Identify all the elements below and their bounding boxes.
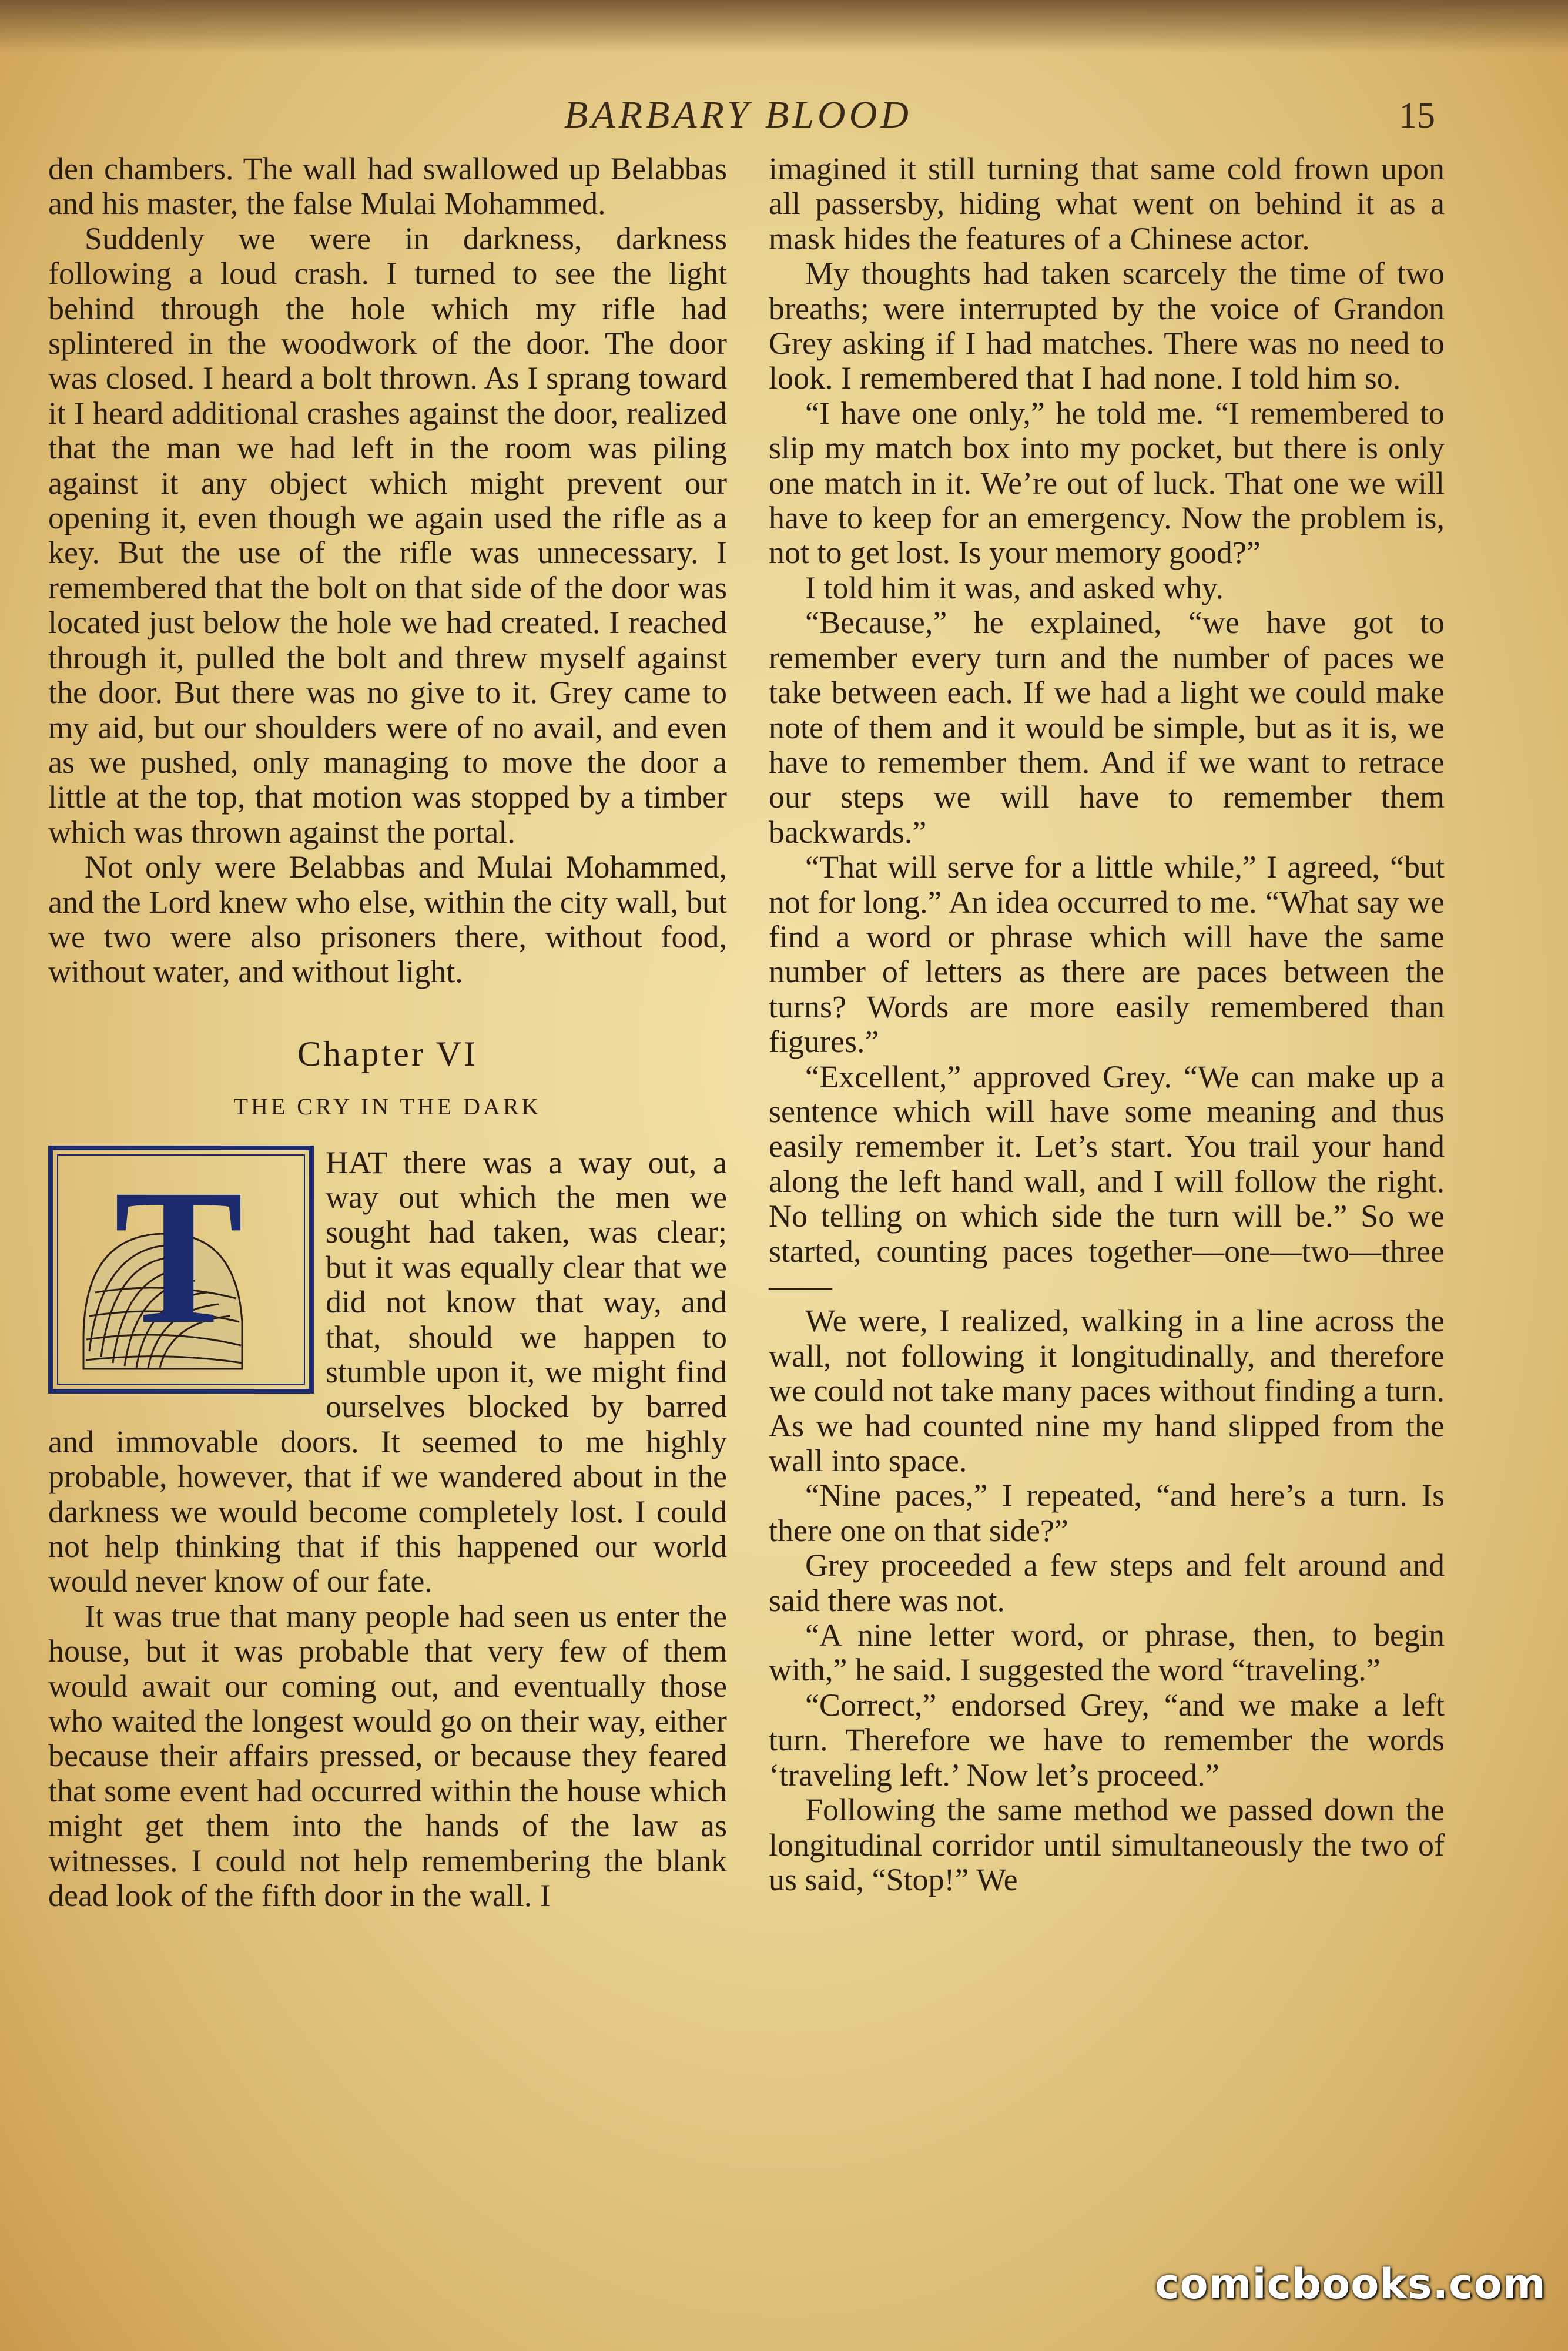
- dropcap-letter: T: [113, 1149, 244, 1364]
- page-header: [0, 88, 1568, 141]
- paragraph: “Because,” he explained, “we have got to remember every turn and the number of paces we take between each. If we had a light we could make note of them and it would be simple, but as it is, we have to remember them. And if we want to retrace our steps we will have to remember them backwards.”: [769, 605, 1445, 850]
- page-number: 15: [1399, 96, 1435, 136]
- paragraph: “That will serve for a little while,” I agreed, “but not for long.” An idea occurred to me. “What say we find a word or phrase which will have the same number of letters as there are paces between the turns? Words are more easily remembered than figures.”: [769, 849, 1445, 1060]
- paragraph: “Nine paces,” I repeated, “and here’s a turn. Is there one on that side?”: [769, 1478, 1445, 1548]
- paragraph: I told him it was, and asked why.: [805, 570, 1224, 605]
- paragraph: HAT there was a way out, a way out which the men we sought had taken, was clear; but it was equally clear that we did not know that way, and that, should we happen to stumble upon it, we might find ourselves blocked by barred and immovable doors. It seemed to me highly probable, however, that if we wandered about in the darkness we would become completely lost. I could not help thinking that if this happened our world would never know of our fate.: [48, 1144, 727, 1599]
- paragraph: It was true that many people had seen us enter the house, but it was probable that very few of them would await our coming out, and eventually those who waited the longest would go on their way, either because their affairs pressed, or because they feared that some event had occurred within the house which might get them into the hands of the law as witnesses. I could not help remembering the blank dead look of the fifth door in the wall. I: [48, 1598, 727, 1914]
- paragraph: Grey proceeded a few steps and felt around and said there was not.: [769, 1548, 1445, 1618]
- right-column: [769, 152, 1445, 1897]
- paragraph: My thoughts had taken scarcely the time of two breaths; were interrupted by the voice of Grandon Grey asking if I had matches. There was no need to look. I remembered that I had none. I told him so.: [769, 256, 1445, 396]
- paragraph: den chambers. The wall had swallowed up Belabbas and his master, the false Mulai Mohammed.: [48, 151, 727, 222]
- paragraph: “A nine letter word, or phrase, then, to begin with,” he said. I suggested the word “traveling.”: [769, 1617, 1445, 1688]
- paragraph: “Excellent,” approved Grey. “We can make up a sentence which will have some meaning and thus easily remember it. Let’s start. You trail your hand along the left hand wall, and I will follow the right. No telling on which side the turn will be.” So we started, counting paces together—one—two—three——: [769, 1059, 1445, 1304]
- chapter-subtitle: THE CRY IN THE DARK: [233, 1093, 542, 1120]
- watermark: comicbooks.com: [1155, 2260, 1546, 2308]
- dropcap-illustration: [48, 1146, 314, 1394]
- page-edge-shadow: [0, 0, 1568, 53]
- paragraph: Not only were Belabbas and Mulai Mohammed, and the Lord knew who else, within the city wall, but we two were also prisoners there, without food, without water, and without light.: [48, 849, 727, 990]
- paragraph: “Correct,” endorsed Grey, “and we make a left turn. Therefore we have to remember the words ‘traveling left.’ Now let’s proceed.”: [769, 1687, 1445, 1793]
- paragraph: We were, I realized, walking in a line across the wall, not following it longitudinally, and therefore we could not take many paces without finding a turn. As we had counted nine my hand slipped from the wall into space.: [769, 1303, 1445, 1479]
- paragraph: Suddenly we were in darkness, darkness following a loud crash. I turned to see the light behind through the hole which my rifle had splintered in the woodwork of the door. The door was closed. I heard a bolt thrown. As I sprang toward it I heard additional crashes against the door, realized that the man we had left in the room was piling against it any object which might prevent our opening it, even though we again used the rifle as a key. But the use of the rifle was unnecessary. I remembered that the bolt on that side of the door was located just below the hole we had created. I reached through it, pulled the bolt and threw myself against the door. But there was no give to it. Grey came to my aid, but our shoulders were of no avail, and even as we pushed, only managing to move the door a little at the top, that motion was stopped by a timber which was thrown against the portal.: [48, 220, 727, 850]
- left-column: [48, 152, 727, 1914]
- running-title: BARBARY BLOOD: [564, 93, 912, 136]
- paragraph: Following the same method we passed down the longitudinal corridor until simultaneously the two of us said, “Stop!” We: [769, 1792, 1445, 1897]
- paragraph: imagined it still turning that same cold frown upon all passersby, hiding what went on behind it as a mask hides the features of a Chinese actor.: [769, 151, 1445, 256]
- paragraph: “I have one only,” he told me. “I remembered to slip my match box into my pocket, but there is only one match in it. We’re out of luck. That one we will have to keep for an emergency. Now the problem is, not to get lost. Is your memory good?”: [769, 395, 1445, 571]
- chapter-title: Chapter VI: [297, 1034, 478, 1073]
